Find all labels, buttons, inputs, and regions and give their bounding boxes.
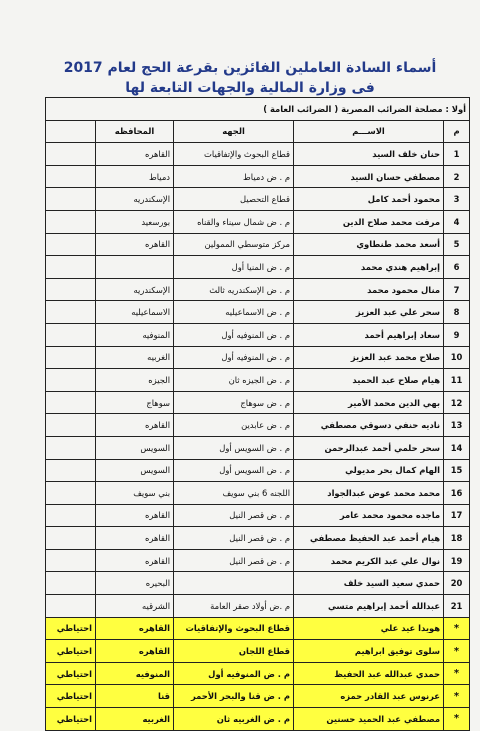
row-reserve [46,369,96,392]
row-number: 10 [444,346,470,369]
row-dept: م . ض قصر النيل [174,549,294,572]
row-name: مرفت محمد صلاح الدين [294,210,444,233]
table-row [46,188,470,211]
row-dept: اللجنه 6 بني سويف [174,482,294,505]
row-gov: دمياط [96,165,174,188]
row-gov: الاسماعيليه [96,301,174,324]
row-reserve [46,301,96,324]
row-gov: السويس [96,436,174,459]
table-row [46,572,470,595]
row-gov: المنوفيه [96,662,174,685]
row-gov: السويس [96,459,174,482]
table-row [46,391,470,414]
row-gov: الغربيه [96,346,174,369]
row-gov: بورسعيد [96,210,174,233]
row-reserve: احتياطي [46,640,96,663]
row-gov: القاهره [96,414,174,437]
table-row [46,143,470,166]
row-gov: سوهاج [96,391,174,414]
row-dept: م . ض المنوفيه أول [174,346,294,369]
row-number: 12 [444,391,470,414]
row-name: عرنوس عبد القادر حمزه [294,685,444,708]
row-reserve [46,482,96,505]
row-number: 8 [444,301,470,324]
row-name: صلاح محمد عبد العزيز [294,346,444,369]
row-name: هيام صلاح عبد الحميد [294,369,444,392]
row-name: ماجده محمود محمد عامر [294,504,444,527]
row-number: 13 [444,414,470,437]
row-gov: القاهره [96,527,174,550]
row-number: 15 [444,459,470,482]
table-row [46,233,470,256]
row-number: 14 [444,436,470,459]
row-dept: قطاع البحوث والإتفاقيات [174,143,294,166]
reserve-row [46,708,470,731]
header-name: الاســـم [294,120,444,143]
row-reserve: احتياطي [46,685,96,708]
row-name: منال محمود محمد [294,278,444,301]
table-row [46,549,470,572]
row-number: * [444,640,470,663]
row-gov: الجيزه [96,369,174,392]
row-dept: م . ض شمال سيناء والقناه [174,210,294,233]
row-gov [96,256,174,279]
row-name: محمد محمد عوض عبدالجواد [294,482,444,505]
row-number: 20 [444,572,470,595]
table-row [46,369,470,392]
row-dept [174,572,294,595]
row-number: 21 [444,595,470,618]
row-gov: القاهره [96,617,174,640]
row-dept: م . ض قصر النيل [174,527,294,550]
row-reserve [46,346,96,369]
row-name: هويدا عيد علي [294,617,444,640]
row-name: سحر حلمي أحمد عبدالرحمن [294,436,444,459]
row-reserve [46,210,96,233]
table-row [46,482,470,505]
row-dept: م . ض المنوفيه أول [174,323,294,346]
header-dept: الجهه [174,120,294,143]
row-reserve [46,165,96,188]
row-gov: الإسكندريه [96,278,174,301]
table-row [46,459,470,482]
row-name: مصطفي حسان السيد [294,165,444,188]
row-gov: القاهره [96,143,174,166]
row-gov: قنا [96,685,174,708]
row-dept: م . ض سوهاج [174,391,294,414]
row-number: 5 [444,233,470,256]
table-row [46,346,470,369]
row-reserve [46,549,96,572]
row-number: 9 [444,323,470,346]
row-reserve [46,414,96,437]
row-name: نوال علي عبد الكريم محمد [294,549,444,572]
header-gov: المحافظه [96,120,174,143]
row-name: بهي الدين محمد الأمير [294,391,444,414]
reserve-row [46,685,470,708]
row-reserve [46,436,96,459]
winners-table [45,97,470,731]
table-row [46,165,470,188]
row-gov: القاهره [96,549,174,572]
row-reserve [46,143,96,166]
row-reserve [46,391,96,414]
row-dept: م . ض الاسماعيليه [174,301,294,324]
table-row [46,414,470,437]
table-row [46,210,470,233]
row-number: * [444,708,470,731]
row-number: 19 [444,549,470,572]
row-dept: قطاع التحصيل [174,188,294,211]
row-gov: القاهره [96,640,174,663]
row-dept: م . ض الغربيه ثان [174,708,294,731]
row-dept: م . ض الجيزه ثان [174,369,294,392]
row-name: هيام أحمد عبد الحفيظ مصطفي [294,527,444,550]
table-row [46,256,470,279]
header-num: م [444,120,470,143]
row-name: الهام كمال بحر مديولي [294,459,444,482]
row-reserve [46,527,96,550]
row-dept: م . ض الإسكندريه ثالث [174,278,294,301]
row-number: 1 [444,143,470,166]
row-name: سعاد إبراهيم أحمد [294,323,444,346]
row-number: * [444,617,470,640]
row-dept: قطاع البحوث والإتفاقيات [174,617,294,640]
reserve-row [46,662,470,685]
row-reserve: احتياطي [46,662,96,685]
row-number: 16 [444,482,470,505]
row-name: أسعد محمد طنطاوي [294,233,444,256]
row-number: 18 [444,527,470,550]
row-name: حنان خلف السيد [294,143,444,166]
row-name: عبدالله أحمد إبراهيم متسي [294,595,444,618]
row-name: سلوى توفيق ابراهيم [294,640,444,663]
row-reserve: احتياطي [46,708,96,731]
row-reserve [46,459,96,482]
row-number: 11 [444,369,470,392]
row-name: محمود أحمد كامل [294,188,444,211]
row-dept: م . ض السويس أول [174,436,294,459]
row-dept: مركز متوسطي الممولين [174,233,294,256]
row-gov: بني سويف [96,482,174,505]
row-number: * [444,685,470,708]
row-dept: م . ض المنوفيه أول [174,662,294,685]
row-reserve [46,595,96,618]
document-subtitle: فى وزارة المالية والجهات التابعة لها [125,80,375,96]
row-dept: م . ض المنيا أول [174,256,294,279]
row-dept: م . ض السويس أول [174,459,294,482]
section-title: أولا : مصلحة الضرائب المصرية ( الضرائب العامة ) [46,98,470,121]
table-row [46,278,470,301]
row-name: حمدي سعيد السيد خلف [294,572,444,595]
row-number: * [444,662,470,685]
row-name: إبراهيم هندي محمد [294,256,444,279]
row-name: ناديه حنفي دسوقي مصطفي [294,414,444,437]
row-dept: م . ض عابدين [174,414,294,437]
table-row [46,301,470,324]
row-number: 2 [444,165,470,188]
row-reserve [46,504,96,527]
row-reserve [46,256,96,279]
row-gov: الإسكندريه [96,188,174,211]
table-row [46,504,470,527]
row-number: 3 [444,188,470,211]
header-extra [46,120,96,143]
row-name: سحر علي عبد العزيز [294,301,444,324]
row-reserve [46,188,96,211]
row-dept: م .ض أولاد صقر العامة [174,595,294,618]
row-reserve [46,233,96,256]
table-row [46,527,470,550]
row-dept: قطاع اللجان [174,640,294,663]
row-number: 6 [444,256,470,279]
row-number: 4 [444,210,470,233]
row-gov: البحيره [96,572,174,595]
row-gov: الشرقيه [96,595,174,618]
row-number: 17 [444,504,470,527]
reserve-row [46,617,470,640]
row-reserve [46,278,96,301]
header-row [46,120,470,143]
row-gov: القاهره [96,233,174,256]
row-reserve [46,572,96,595]
row-dept: م . ض دمياط [174,165,294,188]
table-row [46,436,470,459]
document-title: أسماء السادة العاملين الفائزين بقرعة الحج لعام 2017 [63,60,437,76]
row-name: حمدي عبدالله عبد الحفيظ [294,662,444,685]
table-row [46,323,470,346]
row-dept: م . ض قصر النيل [174,504,294,527]
row-reserve: احتياطي [46,617,96,640]
section-row [46,98,470,121]
table-body [46,98,470,731]
row-gov: الغربيه [96,708,174,731]
row-name: مصطفي عبد الحميد حسنين [294,708,444,731]
row-number: 7 [444,278,470,301]
row-gov: المنوفيه [96,323,174,346]
row-reserve [46,323,96,346]
table-row [46,595,470,618]
row-gov: القاهره [96,504,174,527]
row-dept: م . ض قنا والبحر الأحمر [174,685,294,708]
reserve-row [46,640,470,663]
